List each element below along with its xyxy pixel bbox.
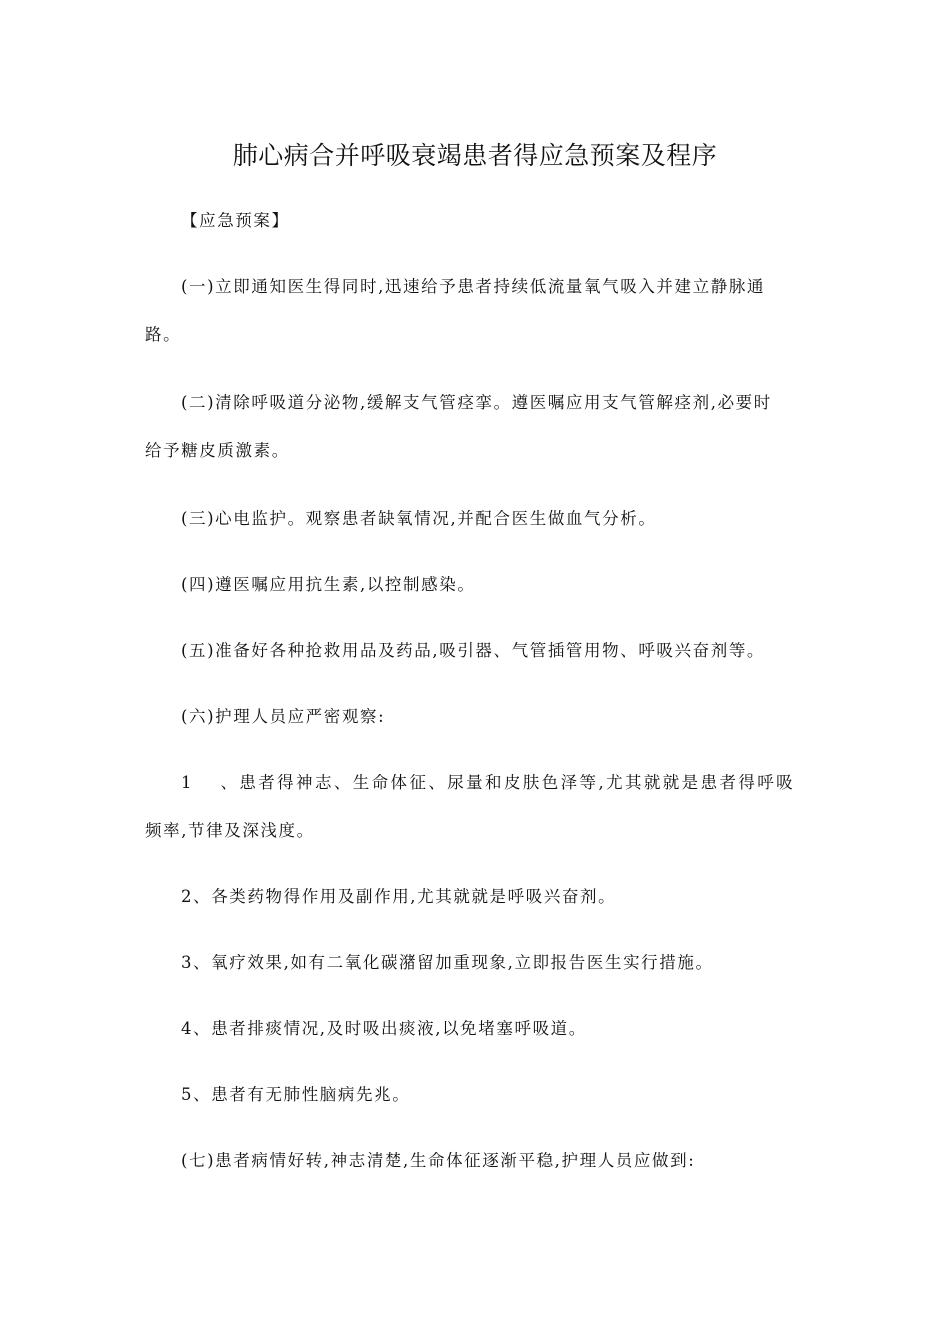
paragraph-line: (四)遵医嘱应用抗生素,以控制感染。 — [181, 575, 476, 594]
paragraph-line: 给予糖皮质激素。 — [145, 441, 290, 460]
list-item-line: 4、患者排痰情况,及时吸出痰液,以免堵塞呼吸道。 — [181, 1019, 587, 1038]
section-heading-emergency-plan: 【应急预案】 — [181, 211, 290, 230]
paragraph-line: (三)心电监护。观察患者缺氧情况,并配合医生做血气分析。 — [181, 509, 657, 528]
list-item-line: 频率,节律及深浅度。 — [145, 821, 315, 840]
paragraph-line: (七)患者病情好转,神志清楚,生命体征逐渐平稳,护理人员应做到: — [181, 1151, 696, 1170]
paragraph-line: 路。 — [145, 325, 182, 344]
list-item-line: 5、患者有无肺性脑病先兆。 — [181, 1085, 411, 1104]
document-title: 肺心病合并呼吸衰竭患者得应急预案及程序 — [232, 141, 718, 170]
list-item-line: 1 、患者得神志、生命体征、尿量和皮肤色泽等,尤其就就是患者得呼吸 — [181, 773, 796, 792]
paragraph-line: (一)立即通知医生得同时,迅速给予患者持续低流量氧气吸入并建立静脉通 — [181, 277, 766, 296]
list-item-line: 2、各类药物得作用及副作用,尤其就就是呼吸兴奋剂。 — [181, 887, 617, 906]
paragraph-line: (五)准备好各种抢救用品及药品,吸引器、气管插管用物、呼吸兴奋剂等。 — [181, 641, 766, 660]
paragraph-line: (二)清除呼吸道分泌物,缓解支气管痉挛。遵医嘱应用支气管解痉剂,必要时 — [181, 393, 772, 412]
paragraph-line: (六)护理人员应严密观察: — [181, 707, 386, 726]
list-item-line: 3、氧疗效果,如有二氧化碳潴留加重现象,立即报告医生实行措施。 — [181, 953, 714, 972]
